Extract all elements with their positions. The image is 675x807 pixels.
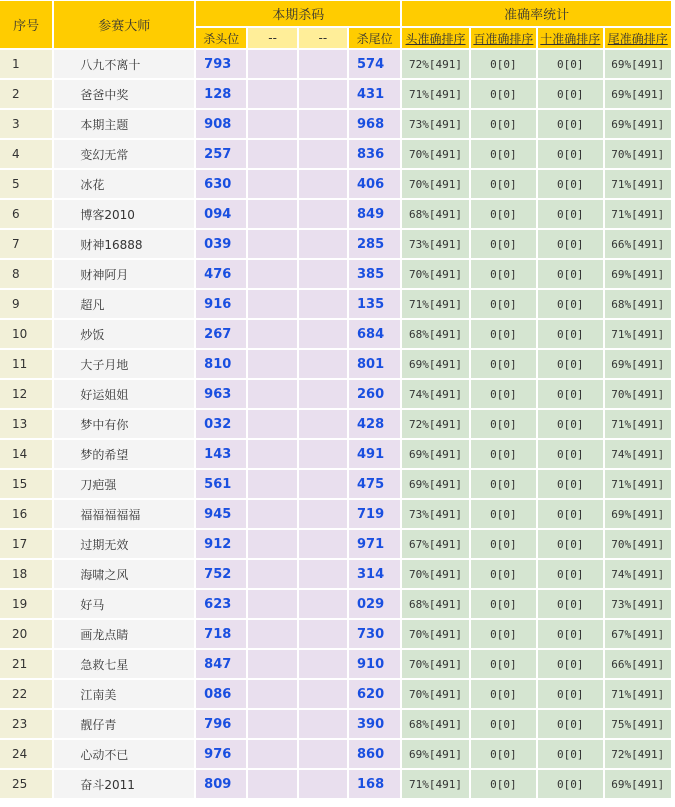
kill-tail-value: 029 bbox=[349, 590, 400, 618]
stat-hundreds-value: 0[0] bbox=[471, 530, 536, 558]
stat-hundreds-value: 0[0] bbox=[471, 590, 536, 618]
stat-tens-value: 0[0] bbox=[538, 260, 602, 288]
master-name: 博客2010 bbox=[54, 200, 194, 228]
blank-cell bbox=[248, 350, 296, 378]
master-name: 过期无效 bbox=[54, 530, 194, 558]
kill-tail-value: 801 bbox=[349, 350, 400, 378]
kill-tail-value: 431 bbox=[349, 80, 400, 108]
row-index: 5 bbox=[0, 170, 52, 198]
header-row-1 bbox=[0, 1, 671, 26]
master-name: 梦中有你 bbox=[54, 410, 194, 438]
stat-head-value: 69%[491] bbox=[402, 350, 468, 378]
row-index: 19 bbox=[0, 590, 52, 618]
stat-head-value: 73%[491] bbox=[402, 110, 468, 138]
stat-tens-value: 0[0] bbox=[538, 500, 602, 528]
stat-hundreds-value: 0[0] bbox=[471, 200, 536, 228]
stat-head-value: 70%[491] bbox=[402, 140, 468, 168]
kill-tail-value: 406 bbox=[349, 170, 400, 198]
stat-head-value: 67%[491] bbox=[402, 530, 468, 558]
blank-cell bbox=[299, 260, 347, 288]
stat-tail-value: 66%[491] bbox=[605, 650, 672, 678]
master-name: 海啸之风 bbox=[54, 560, 194, 588]
stat-hundreds-value: 0[0] bbox=[471, 320, 536, 348]
master-name: 财神阿月 bbox=[54, 260, 194, 288]
stat-tail-value: 68%[491] bbox=[605, 290, 672, 318]
stat-hundreds-value: 0[0] bbox=[471, 140, 536, 168]
stat-hundreds-value: 0[0] bbox=[471, 290, 536, 318]
blank-cell bbox=[248, 650, 296, 678]
table-row bbox=[0, 500, 671, 528]
master-name: 急救七星 bbox=[54, 650, 194, 678]
blank-cell bbox=[299, 170, 347, 198]
table-row bbox=[0, 350, 671, 378]
stat-tail-value: 71%[491] bbox=[605, 410, 672, 438]
master-name: 大子月地 bbox=[54, 350, 194, 378]
header-blank-1: -- bbox=[248, 28, 296, 48]
kill-head-value: 094 bbox=[196, 200, 246, 228]
stat-tail-value: 73%[491] bbox=[605, 590, 672, 618]
master-name: 好运姐姐 bbox=[54, 380, 194, 408]
stat-tens-value: 0[0] bbox=[538, 50, 602, 78]
table-row bbox=[0, 440, 671, 468]
blank-cell bbox=[248, 410, 296, 438]
kill-head-value: 623 bbox=[196, 590, 246, 618]
blank-cell bbox=[248, 590, 296, 618]
blank-cell bbox=[299, 50, 347, 78]
row-index: 7 bbox=[0, 230, 52, 258]
kill-head-value: 476 bbox=[196, 260, 246, 288]
blank-cell bbox=[248, 110, 296, 138]
master-name: 八九不离十 bbox=[54, 50, 194, 78]
stat-hundreds-value: 0[0] bbox=[471, 470, 536, 498]
table-row bbox=[0, 170, 671, 198]
kill-head-value: 257 bbox=[196, 140, 246, 168]
row-index: 23 bbox=[0, 710, 52, 738]
stat-tens-value: 0[0] bbox=[538, 410, 602, 438]
row-index: 14 bbox=[0, 440, 52, 468]
kill-tail-value: 620 bbox=[349, 680, 400, 708]
stat-tens-value: 0[0] bbox=[538, 170, 602, 198]
blank-cell bbox=[248, 230, 296, 258]
blank-cell bbox=[299, 770, 347, 798]
kill-tail-value: 390 bbox=[349, 710, 400, 738]
stat-head-value: 68%[491] bbox=[402, 590, 468, 618]
master-name: 好马 bbox=[54, 590, 194, 618]
master-name: 变幻无常 bbox=[54, 140, 194, 168]
stat-hundreds-value: 0[0] bbox=[471, 230, 536, 258]
blank-cell bbox=[248, 530, 296, 558]
stat-tens-value: 0[0] bbox=[538, 230, 602, 258]
kill-tail-value: 428 bbox=[349, 410, 400, 438]
table-row bbox=[0, 260, 671, 288]
blank-cell bbox=[299, 320, 347, 348]
header-kill-group: 本期杀码 bbox=[196, 1, 400, 26]
stat-tail-value: 67%[491] bbox=[605, 620, 672, 648]
table-row bbox=[0, 650, 671, 678]
stat-head-value: 74%[491] bbox=[402, 380, 468, 408]
stat-hundreds-value: 0[0] bbox=[471, 770, 536, 798]
stat-tail-value: 69%[491] bbox=[605, 350, 672, 378]
stat-tail-value: 71%[491] bbox=[605, 470, 672, 498]
table-row bbox=[0, 380, 671, 408]
stat-tail-value: 69%[491] bbox=[605, 260, 672, 288]
stat-hundreds-value: 0[0] bbox=[471, 680, 536, 708]
row-index: 17 bbox=[0, 530, 52, 558]
row-index: 1 bbox=[0, 50, 52, 78]
kill-head-value: 086 bbox=[196, 680, 246, 708]
kill-head-value: 561 bbox=[196, 470, 246, 498]
blank-cell bbox=[248, 500, 296, 528]
blank-cell bbox=[299, 650, 347, 678]
kill-tail-value: 684 bbox=[349, 320, 400, 348]
stat-tens-value: 0[0] bbox=[538, 530, 602, 558]
blank-cell bbox=[299, 230, 347, 258]
table-row bbox=[0, 230, 671, 258]
blank-cell bbox=[248, 320, 296, 348]
blank-cell bbox=[248, 470, 296, 498]
stat-hundreds-value: 0[0] bbox=[471, 110, 536, 138]
kill-tail-value: 719 bbox=[349, 500, 400, 528]
blank-cell bbox=[248, 380, 296, 408]
stat-hundreds-value: 0[0] bbox=[471, 380, 536, 408]
kill-head-value: 752 bbox=[196, 560, 246, 588]
blank-cell bbox=[299, 440, 347, 468]
blank-cell bbox=[248, 440, 296, 468]
stat-tens-value: 0[0] bbox=[538, 140, 602, 168]
blank-cell bbox=[299, 380, 347, 408]
blank-cell bbox=[299, 470, 347, 498]
stat-tens-value: 0[0] bbox=[538, 350, 602, 378]
stat-head-value: 70%[491] bbox=[402, 260, 468, 288]
blank-cell bbox=[299, 500, 347, 528]
stat-hundreds-value: 0[0] bbox=[471, 710, 536, 738]
master-name: 冰花 bbox=[54, 170, 194, 198]
row-index: 2 bbox=[0, 80, 52, 108]
master-name: 心动不已 bbox=[54, 740, 194, 768]
kill-head-value: 916 bbox=[196, 290, 246, 318]
kill-head-value: 267 bbox=[196, 320, 246, 348]
blank-cell bbox=[299, 200, 347, 228]
stat-hundreds-value: 0[0] bbox=[471, 740, 536, 768]
master-name: 爸爸中奖 bbox=[54, 80, 194, 108]
blank-cell bbox=[248, 620, 296, 648]
kill-head-value: 039 bbox=[196, 230, 246, 258]
stat-hundreds-value: 0[0] bbox=[471, 650, 536, 678]
stat-tail-value: 74%[491] bbox=[605, 440, 672, 468]
kill-head-value: 809 bbox=[196, 770, 246, 798]
stat-tail-value: 69%[491] bbox=[605, 770, 672, 798]
stat-tens-value: 0[0] bbox=[538, 200, 602, 228]
blank-cell bbox=[299, 740, 347, 768]
table-row bbox=[0, 200, 671, 228]
stat-tail-value: 70%[491] bbox=[605, 140, 672, 168]
kill-head-value: 810 bbox=[196, 350, 246, 378]
stat-head-value: 69%[491] bbox=[402, 440, 468, 468]
kill-tail-value: 135 bbox=[349, 290, 400, 318]
stat-tens-value: 0[0] bbox=[538, 560, 602, 588]
stat-head-value: 71%[491] bbox=[402, 770, 468, 798]
blank-cell bbox=[299, 620, 347, 648]
stat-head-value: 69%[491] bbox=[402, 740, 468, 768]
blank-cell bbox=[248, 140, 296, 168]
row-index: 8 bbox=[0, 260, 52, 288]
blank-cell bbox=[299, 350, 347, 378]
header-blank-2: -- bbox=[299, 28, 347, 48]
stat-tens-value: 0[0] bbox=[538, 620, 602, 648]
table-row bbox=[0, 590, 671, 618]
table-row bbox=[0, 290, 671, 318]
kill-tail-value: 260 bbox=[349, 380, 400, 408]
stat-hundreds-value: 0[0] bbox=[471, 410, 536, 438]
row-index: 15 bbox=[0, 470, 52, 498]
master-name: 刀疤强 bbox=[54, 470, 194, 498]
row-index: 20 bbox=[0, 620, 52, 648]
stat-tens-value: 0[0] bbox=[538, 680, 602, 708]
kill-tail-value: 971 bbox=[349, 530, 400, 558]
stat-head-value: 70%[491] bbox=[402, 560, 468, 588]
row-index: 10 bbox=[0, 320, 52, 348]
table-row bbox=[0, 80, 671, 108]
blank-cell bbox=[248, 680, 296, 708]
master-name: 福福福福福 bbox=[54, 500, 194, 528]
row-index: 18 bbox=[0, 560, 52, 588]
stat-hundreds-value: 0[0] bbox=[471, 620, 536, 648]
kill-tail-value: 491 bbox=[349, 440, 400, 468]
kill-tail-value: 385 bbox=[349, 260, 400, 288]
blank-cell bbox=[299, 80, 347, 108]
stat-tail-value: 69%[491] bbox=[605, 500, 672, 528]
blank-cell bbox=[248, 200, 296, 228]
table-row bbox=[0, 740, 671, 768]
master-name: 本期主题 bbox=[54, 110, 194, 138]
kill-head-value: 032 bbox=[196, 410, 246, 438]
master-name: 江南美 bbox=[54, 680, 194, 708]
kill-head-value: 912 bbox=[196, 530, 246, 558]
stat-head-value: 68%[491] bbox=[402, 710, 468, 738]
table-row bbox=[0, 50, 671, 78]
blank-cell bbox=[299, 560, 347, 588]
stat-tens-value: 0[0] bbox=[538, 290, 602, 318]
kill-head-value: 128 bbox=[196, 80, 246, 108]
kill-head-value: 143 bbox=[196, 440, 246, 468]
header-stat-head[interactable]: 头准确排序 bbox=[402, 28, 468, 48]
kill-tail-value: 849 bbox=[349, 200, 400, 228]
master-name: 靓仔青 bbox=[54, 710, 194, 738]
row-index: 3 bbox=[0, 110, 52, 138]
blank-cell bbox=[299, 590, 347, 618]
table-body bbox=[0, 50, 671, 798]
kill-head-value: 945 bbox=[196, 500, 246, 528]
stat-tens-value: 0[0] bbox=[538, 470, 602, 498]
table-row bbox=[0, 530, 671, 558]
stat-head-value: 72%[491] bbox=[402, 410, 468, 438]
blank-cell bbox=[299, 110, 347, 138]
stat-hundreds-value: 0[0] bbox=[471, 440, 536, 468]
blank-cell bbox=[248, 170, 296, 198]
blank-cell bbox=[299, 680, 347, 708]
row-index: 22 bbox=[0, 680, 52, 708]
master-name: 梦的希望 bbox=[54, 440, 194, 468]
kill-head-value: 718 bbox=[196, 620, 246, 648]
row-index: 16 bbox=[0, 500, 52, 528]
stat-tail-value: 72%[491] bbox=[605, 740, 672, 768]
kill-head-value: 847 bbox=[196, 650, 246, 678]
header-stat-tail[interactable]: 尾准确排序 bbox=[605, 28, 672, 48]
stat-head-value: 71%[491] bbox=[402, 290, 468, 318]
stat-tail-value: 66%[491] bbox=[605, 230, 672, 258]
table-row bbox=[0, 710, 671, 738]
stat-hundreds-value: 0[0] bbox=[471, 350, 536, 378]
table-row bbox=[0, 620, 671, 648]
kill-head-value: 793 bbox=[196, 50, 246, 78]
blank-cell bbox=[248, 50, 296, 78]
stat-head-value: 70%[491] bbox=[402, 680, 468, 708]
stat-hundreds-value: 0[0] bbox=[471, 500, 536, 528]
stat-head-value: 69%[491] bbox=[402, 470, 468, 498]
stat-hundreds-value: 0[0] bbox=[471, 170, 536, 198]
stat-tens-value: 0[0] bbox=[538, 710, 602, 738]
stat-tail-value: 75%[491] bbox=[605, 710, 672, 738]
stat-head-value: 68%[491] bbox=[402, 320, 468, 348]
table-row bbox=[0, 560, 671, 588]
stat-head-value: 68%[491] bbox=[402, 200, 468, 228]
blank-cell bbox=[299, 290, 347, 318]
stat-hundreds-value: 0[0] bbox=[471, 260, 536, 288]
table-row bbox=[0, 110, 671, 138]
stat-tens-value: 0[0] bbox=[538, 80, 602, 108]
stat-head-value: 70%[491] bbox=[402, 650, 468, 678]
blank-cell bbox=[248, 260, 296, 288]
stat-tail-value: 71%[491] bbox=[605, 680, 672, 708]
stat-tens-value: 0[0] bbox=[538, 650, 602, 678]
stat-head-value: 72%[491] bbox=[402, 50, 468, 78]
kill-head-value: 963 bbox=[196, 380, 246, 408]
kill-tail-value: 860 bbox=[349, 740, 400, 768]
stat-head-value: 73%[491] bbox=[402, 230, 468, 258]
header-stats-group: 准确率统计 bbox=[402, 1, 671, 26]
kill-tail-value: 475 bbox=[349, 470, 400, 498]
row-index: 9 bbox=[0, 290, 52, 318]
header-master: 参赛大师 bbox=[54, 1, 194, 48]
row-index: 11 bbox=[0, 350, 52, 378]
table-row bbox=[0, 140, 671, 168]
blank-cell bbox=[248, 290, 296, 318]
blank-cell bbox=[248, 710, 296, 738]
blank-cell bbox=[248, 770, 296, 798]
stat-tail-value: 71%[491] bbox=[605, 170, 672, 198]
row-index: 21 bbox=[0, 650, 52, 678]
blank-cell bbox=[248, 740, 296, 768]
stat-tail-value: 71%[491] bbox=[605, 320, 672, 348]
stat-tens-value: 0[0] bbox=[538, 590, 602, 618]
master-name: 奋斗2011 bbox=[54, 770, 194, 798]
kill-tail-value: 285 bbox=[349, 230, 400, 258]
table-row bbox=[0, 470, 671, 498]
row-index: 6 bbox=[0, 200, 52, 228]
stat-tail-value: 69%[491] bbox=[605, 110, 672, 138]
stat-head-value: 71%[491] bbox=[402, 80, 468, 108]
stat-tens-value: 0[0] bbox=[538, 740, 602, 768]
header-kill-head: 杀头位 bbox=[196, 28, 246, 48]
header-kill-tail: 杀尾位 bbox=[349, 28, 400, 48]
master-name: 炒饭 bbox=[54, 320, 194, 348]
stat-hundreds-value: 0[0] bbox=[471, 560, 536, 588]
master-name: 财神16888 bbox=[54, 230, 194, 258]
kill-tail-value: 910 bbox=[349, 650, 400, 678]
kill-tail-value: 314 bbox=[349, 560, 400, 588]
row-index: 4 bbox=[0, 140, 52, 168]
kill-tail-value: 836 bbox=[349, 140, 400, 168]
row-index: 25 bbox=[0, 770, 52, 798]
header-seq: 序号 bbox=[0, 1, 52, 48]
header-stat-hundreds[interactable]: 百准确排序 bbox=[471, 28, 536, 48]
stat-head-value: 70%[491] bbox=[402, 620, 468, 648]
stat-head-value: 70%[491] bbox=[402, 170, 468, 198]
master-name: 画龙点睛 bbox=[54, 620, 194, 648]
stat-tens-value: 0[0] bbox=[538, 380, 602, 408]
stat-tail-value: 69%[491] bbox=[605, 50, 672, 78]
stat-tens-value: 0[0] bbox=[538, 770, 602, 798]
kill-tail-value: 730 bbox=[349, 620, 400, 648]
kill-head-value: 796 bbox=[196, 710, 246, 738]
stat-tail-value: 70%[491] bbox=[605, 530, 672, 558]
blank-cell bbox=[248, 80, 296, 108]
row-index: 12 bbox=[0, 380, 52, 408]
blank-cell bbox=[299, 140, 347, 168]
blank-cell bbox=[299, 530, 347, 558]
kill-tail-value: 968 bbox=[349, 110, 400, 138]
row-index: 13 bbox=[0, 410, 52, 438]
blank-cell bbox=[299, 710, 347, 738]
stat-tens-value: 0[0] bbox=[538, 440, 602, 468]
row-index: 24 bbox=[0, 740, 52, 768]
stat-tens-value: 0[0] bbox=[538, 110, 602, 138]
table-row bbox=[0, 680, 671, 708]
stat-tail-value: 71%[491] bbox=[605, 200, 672, 228]
kill-head-value: 630 bbox=[196, 170, 246, 198]
kill-head-value: 908 bbox=[196, 110, 246, 138]
stat-tail-value: 74%[491] bbox=[605, 560, 672, 588]
header-stat-tens[interactable]: 十准确排序 bbox=[538, 28, 602, 48]
stat-tail-value: 70%[491] bbox=[605, 380, 672, 408]
table-row bbox=[0, 770, 671, 798]
kill-tail-value: 574 bbox=[349, 50, 400, 78]
blank-cell bbox=[248, 560, 296, 588]
stat-hundreds-value: 0[0] bbox=[471, 80, 536, 108]
stat-tens-value: 0[0] bbox=[538, 320, 602, 348]
stat-head-value: 73%[491] bbox=[402, 500, 468, 528]
master-name: 超凡 bbox=[54, 290, 194, 318]
table-row bbox=[0, 320, 671, 348]
stat-tail-value: 69%[491] bbox=[605, 80, 672, 108]
stat-hundreds-value: 0[0] bbox=[471, 50, 536, 78]
table-row bbox=[0, 410, 671, 438]
blank-cell bbox=[299, 410, 347, 438]
kill-tail-value: 168 bbox=[349, 770, 400, 798]
kill-head-value: 976 bbox=[196, 740, 246, 768]
